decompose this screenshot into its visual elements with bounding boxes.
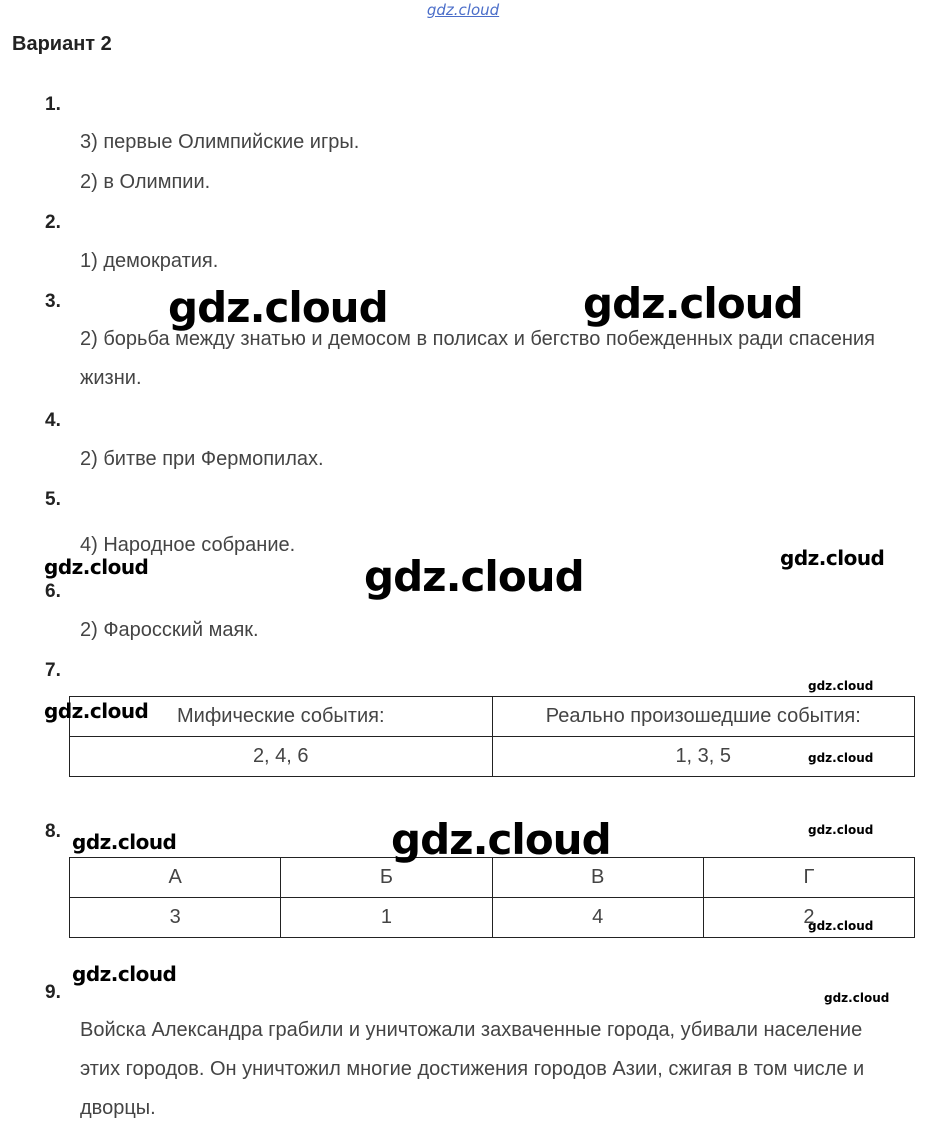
matching-header-g: Г (703, 858, 914, 898)
watermark: gdz.cloud (72, 962, 177, 986)
answer-6: 2) Фаросский маяк. (80, 619, 259, 641)
question-number-6: 6. (45, 581, 61, 602)
watermark: gdz.cloud (44, 699, 149, 723)
matching-header-b: Б (281, 858, 492, 898)
matching-cell-a: 3 (70, 898, 281, 938)
matching-cell-b: 1 (281, 898, 492, 938)
watermark: gdz.cloud (808, 679, 874, 693)
answer-5: 4) Народное собрание. (80, 534, 296, 556)
question-number-4: 4. (45, 410, 61, 431)
watermark: gdz.cloud (168, 283, 388, 332)
answer-4: 2) битве при Фермопилах. (80, 448, 324, 470)
events-header-real: Реально произошедшие события: (492, 697, 915, 737)
answer-1-part-1: 3) первые Олимпийские игры. (80, 131, 360, 153)
watermark: gdz.cloud (72, 830, 177, 854)
matching-table (69, 857, 915, 938)
question-number-3: 3. (45, 291, 61, 312)
question-number-2: 2. (45, 212, 61, 233)
question-number-8: 8. (45, 821, 61, 842)
events-cell-real: 1, 3, 5 (492, 737, 915, 777)
top-watermark-link[interactable]: gdz.cloud (426, 1, 500, 19)
matching-cell-g: 2 (703, 898, 914, 938)
question-number-1: 1. (45, 94, 61, 115)
answer-2: 1) демократия. (80, 250, 219, 272)
events-table (69, 696, 915, 777)
matching-header-a: А (70, 858, 281, 898)
matching-cell-v: 4 (492, 898, 703, 938)
watermark: gdz.cloud (44, 555, 149, 579)
watermark: gdz.cloud (780, 546, 885, 570)
question-number-9: 9. (45, 982, 61, 1003)
watermark: gdz.cloud (583, 279, 803, 328)
table-row (70, 737, 915, 777)
watermark: gdz.cloud (391, 815, 611, 864)
events-cell-mythical: 2, 4, 6 (70, 737, 493, 777)
table-row (70, 697, 915, 737)
answer-3: 2) борьба между знатью и демосом в полисах и бегство побежденных ради спасения жизни. (80, 328, 875, 389)
question-number-7: 7. (45, 660, 61, 681)
watermark: gdz.cloud (364, 552, 584, 601)
watermark: gdz.cloud (824, 991, 890, 1005)
watermark: gdz.cloud (808, 751, 874, 765)
watermark: gdz.cloud (808, 919, 874, 933)
page-title: Вариант 2 (12, 33, 112, 55)
question-number-5: 5. (45, 489, 61, 510)
answer-9: Войска Александра грабили и уничтожали захваченные города, убивали население этих городов. Он уничтожил многие достижения городов Азии, сжигая в том числе и дворцы. (80, 1019, 865, 1119)
answer-1-part-2: 2) в Олимпии. (80, 171, 211, 193)
events-header-mythical: Мифические события: (70, 697, 493, 737)
watermark: gdz.cloud (808, 823, 874, 837)
table-row (70, 898, 915, 938)
matching-header-v: В (492, 858, 703, 898)
